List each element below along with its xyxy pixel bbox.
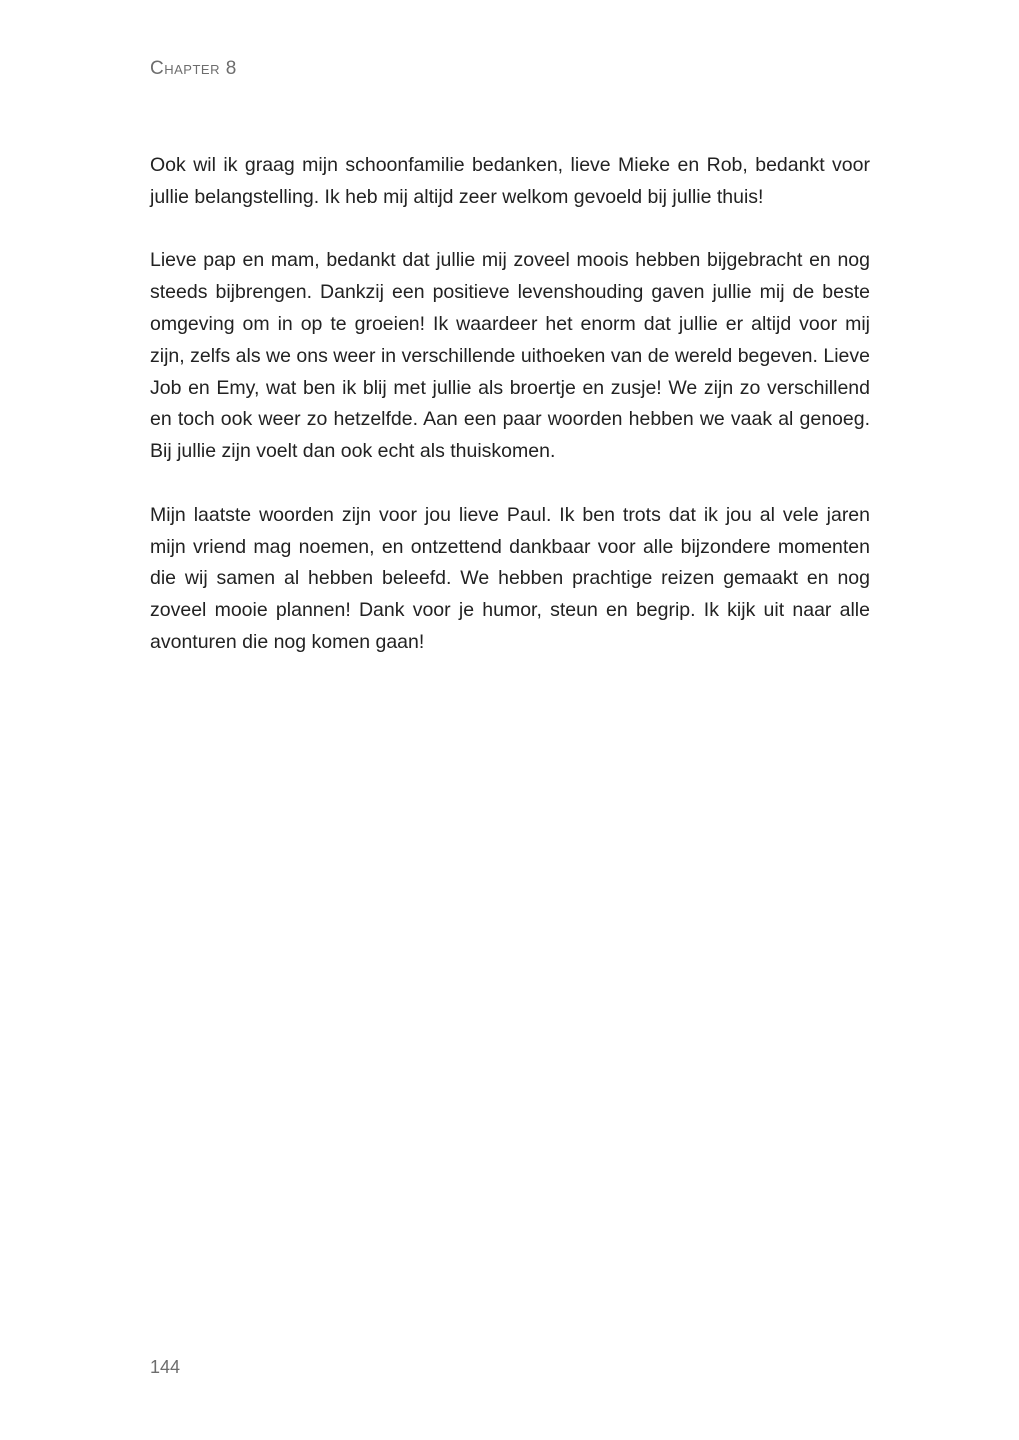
paragraph-acknowledgement-parents-siblings: Lieve pap en mam, bedankt dat jullie mij zoveel moois hebben bijgebracht en nog steeds bijbrengen. Dankzij een positieve levenshouding gaven jullie mij de beste omgeving om in op te groeien! Ik waardeer het enorm dat jullie er altijd voor mij zijn, zelfs als we ons weer in verschillende uithoeken van de wereld begeven. Lieve Job en Emy, wat ben ik blij met jullie als broertje en zusje! We zijn zo verschillend en toch ook weer zo hetzelfde. Aan een paar woorden hebben we vaak al genoeg. Bij jullie zijn voelt dan ook echt als thuiskomen.	[150, 249, 870, 463]
running-header: Chapter 8	[150, 58, 237, 79]
page-number: 144	[150, 1357, 181, 1377]
paragraph-acknowledgement-in-laws: Ook wil ik graag mijn schoonfamilie bedanken, lieve Mieke en Rob, bedankt voor jullie belangstelling. Ik heb mij altijd zeer welkom gevoeld bij jullie thuis!	[150, 154, 870, 208]
paragraph-acknowledgement-partner: Mijn laatste woorden zijn voor jou lieve Paul. Ik ben trots dat ik jou al vele jaren mijn vriend mag noemen, en ontzettend dankbaar voor alle bijzondere momenten die wij samen al hebben beleefd. We hebben prachtige reizen gemaakt en nog zoveel mooie plannen! Dank voor je humor, steun en begrip. Ik kijk uit naar alle avonturen die nog komen gaan!	[150, 503, 870, 653]
body-text	[150, 150, 870, 691]
